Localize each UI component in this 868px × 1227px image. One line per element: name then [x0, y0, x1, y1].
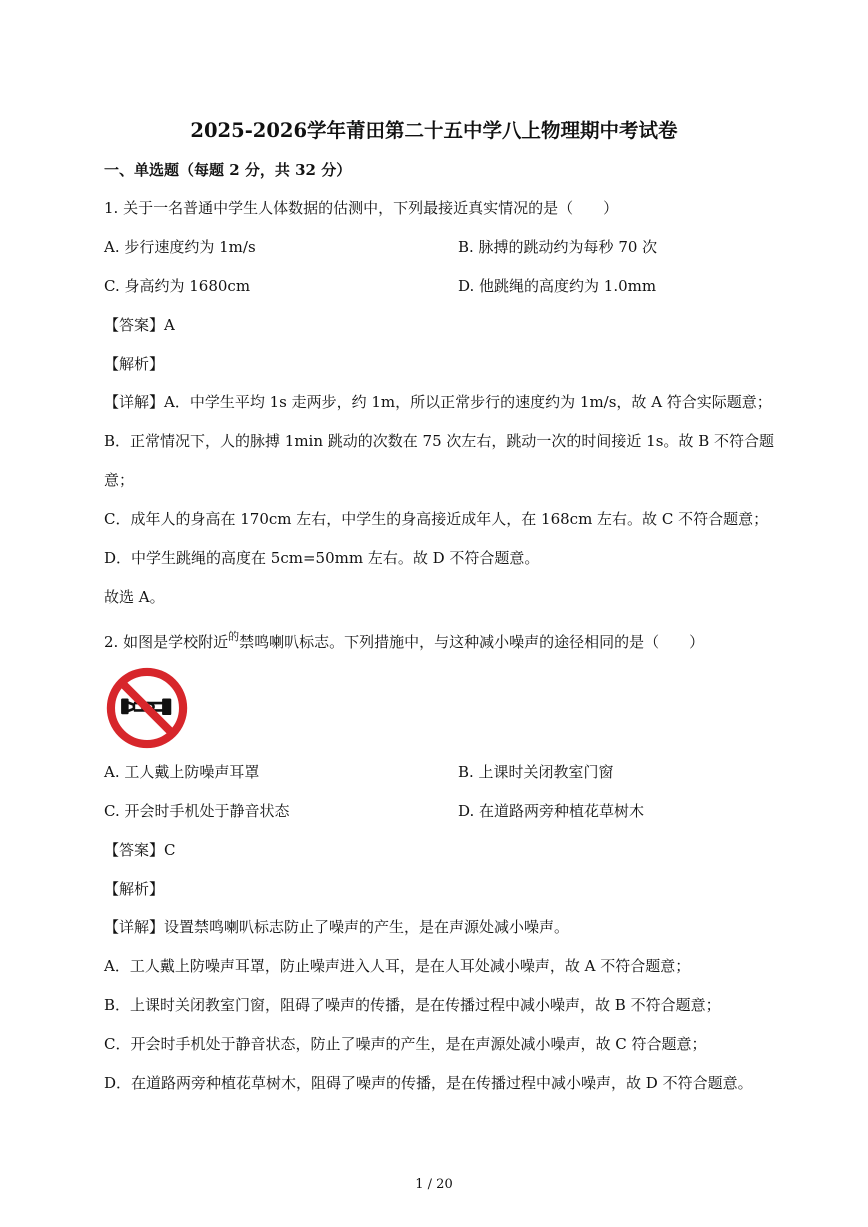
- q2-answer: 【答案】C: [104, 841, 176, 859]
- q1-detail-line: 意；: [104, 471, 135, 489]
- q1-detail-line: D．中学生跳绳的高度在 5cm=50mm 左右。故 D 不符合题意。: [104, 549, 540, 567]
- section-heading: 一、单选题（每题 2 分，共 32 分）: [104, 161, 352, 179]
- q1-conclusion: 故选 A。: [104, 588, 165, 606]
- q2-option-b: B. 上课时关闭教室门窗: [458, 763, 614, 781]
- q2-detail-line: 【详解】设置禁鸣喇叭标志防止了噪声的产生，是在声源处减小噪声。: [104, 918, 570, 936]
- q1-detail-line: C．成年人的身高在 170cm 左右，中学生的身高接近成年人，在 168cm 左右。故 C 不符合题意；: [104, 510, 769, 528]
- q2-analysis-label: 【解析】: [104, 880, 165, 898]
- q1-option-c: C. 身高约为 1680cm: [104, 277, 251, 295]
- q2-option-a: A. 工人戴上防噪声耳罩: [104, 763, 260, 781]
- q2-option-d: D. 在道路两旁种植花草树木: [458, 802, 645, 820]
- q1-option-a: A. 步行速度约为 1m/s: [104, 238, 256, 256]
- q1-detail-line: B．正常情况下，人的脉搏 1min 跳动的次数在 75 次左右，跳动一次的时间接近 1s。故 B 不符合题: [104, 432, 774, 450]
- q2-detail-line: A．工人戴上防噪声耳罩，防止噪声进入人耳，是在人耳处减小噪声，故 A 不符合题意；: [104, 957, 691, 975]
- q1-option-b: B. 脉搏的跳动约为每秒 70 次: [458, 238, 658, 256]
- q1-option-d: D. 他跳绳的高度约为 1.0mm: [458, 277, 657, 295]
- q2-detail-line: B．上课时关闭教室门窗，阻碍了噪声的传播，是在传播过程中减小噪声，故 B 不符合题意；: [104, 996, 721, 1014]
- no-horn-sign-icon: [106, 667, 188, 749]
- question-1-stem: 1. 关于一名普通中学生人体数据的估测中，下列最接近真实情况的是（ ）: [104, 199, 619, 217]
- question-2-stem: [104, 632, 704, 654]
- q1-answer: 【答案】A: [104, 316, 175, 334]
- q2-option-c: C. 开会时手机处于静音状态: [104, 802, 290, 820]
- q2-detail-line: D．在道路两旁种植花草树木，阻碍了噪声的传播，是在传播过程中减小噪声，故 D 不符合题意。: [104, 1074, 753, 1092]
- page-title: 2025-2026学年莆田第二十五中学八上物理期中考试卷: [190, 119, 678, 142]
- q2-stem-part: 禁鸣喇叭标志。下列措施中，与这种减小噪声的途径相同的是（ ）: [239, 633, 705, 651]
- q1-detail-line: 【详解】A．中学生平均 1s 走两步，约 1m，所以正常步行的速度约为 1m/s，故 A 符合实际题意；: [104, 393, 772, 411]
- q1-analysis-label: 【解析】: [104, 355, 165, 373]
- q2-stem-superscript: 的: [228, 630, 240, 643]
- page-number: 1 / 20: [415, 1177, 453, 1192]
- q2-detail-line: C．开会时手机处于静音状态，防止了噪声的产生，是在声源处减小噪声，故 C 符合题意；: [104, 1035, 707, 1053]
- q2-stem-part: 2. 如图是学校附近: [104, 633, 229, 651]
